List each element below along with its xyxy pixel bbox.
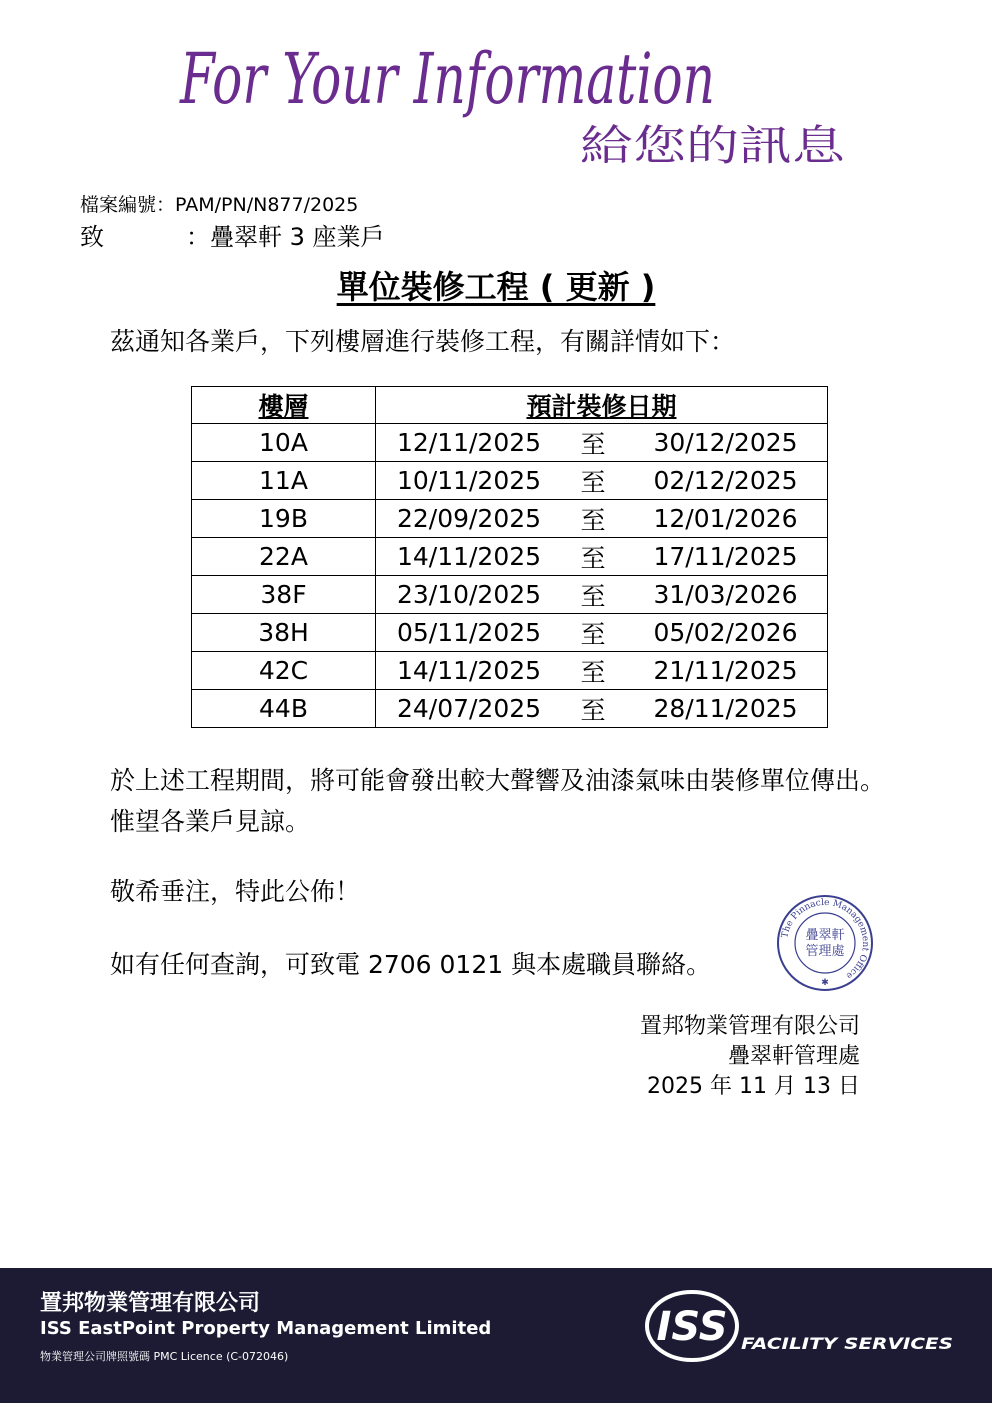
start-date: 23/10/2025	[376, 576, 563, 614]
table-row	[192, 652, 828, 690]
footer-bar	[0, 1268, 992, 1403]
seal-outer-text: The Pinnacle Management Office	[780, 897, 871, 981]
start-date: 22/09/2025	[376, 500, 563, 538]
contact-info: 如有任何查詢，可致電 2706 0121 與本處職員聯絡。	[110, 950, 712, 979]
date-separator: 至	[562, 576, 624, 614]
management-office-seal	[775, 893, 875, 993]
table-row	[192, 462, 828, 500]
floor-cell: 11A	[192, 462, 376, 500]
reference-number: 檔案編號：PAM/PN/N877/2025	[80, 194, 359, 216]
end-date: 31/03/2026	[624, 576, 828, 614]
floor-cell: 42C	[192, 652, 376, 690]
footer-company-zh: 置邦物業管理有限公司	[40, 1291, 261, 1316]
date-separator: 至	[562, 652, 624, 690]
start-date: 14/11/2025	[376, 538, 563, 576]
date-separator: 至	[562, 614, 624, 652]
end-date: 28/11/2025	[624, 690, 828, 728]
iss-logo-text: FACILITY SERVICES	[741, 1334, 953, 1353]
renovation-schedule-table	[191, 386, 828, 728]
floor-cell: 19B	[192, 500, 376, 538]
addressee	[80, 217, 385, 252]
fyi-logo-zh: 給您的訊息	[580, 121, 847, 170]
seal-star-icon: ✱	[821, 978, 829, 988]
table-row	[192, 614, 828, 652]
start-date: 14/11/2025	[376, 652, 563, 690]
end-date: 30/12/2025	[624, 424, 828, 462]
table-header-row	[192, 387, 828, 424]
table-row	[192, 690, 828, 728]
start-date: 12/11/2025	[376, 424, 563, 462]
fyi-logo-en: For Your Information	[178, 38, 716, 120]
iss-logo	[645, 1283, 955, 1363]
start-date: 24/07/2025	[376, 690, 563, 728]
signature-office: 疊翠軒管理處	[727, 1044, 860, 1069]
floor-cell: 38H	[192, 614, 376, 652]
date-separator: 至	[562, 462, 624, 500]
floor-cell: 10A	[192, 424, 376, 462]
header-dates: 預計裝修日期	[376, 387, 828, 424]
table-row	[192, 576, 828, 614]
signature-block	[640, 1012, 860, 1102]
floor-cell: 22A	[192, 538, 376, 576]
date-separator: 至	[562, 424, 624, 462]
floor-cell: 44B	[192, 690, 376, 728]
end-date: 21/11/2025	[624, 652, 828, 690]
date-separator: 至	[562, 690, 624, 728]
addressee-value: ：疊翠軒 3 座業戶	[186, 223, 385, 251]
table-row	[192, 500, 828, 538]
seal-inner-line1: 疊翠軒	[805, 928, 845, 943]
footer-company-en: ISS EastPoint Property Management Limited	[40, 1318, 492, 1339]
date-separator: 至	[562, 538, 624, 576]
table-row	[192, 424, 828, 462]
signature-company: 置邦物業管理有限公司	[639, 1014, 860, 1039]
end-date: 17/11/2025	[624, 538, 828, 576]
end-date: 12/01/2026	[624, 500, 828, 538]
table-row	[192, 538, 828, 576]
seal-inner-line2: 管理處	[805, 944, 845, 959]
end-date: 02/12/2025	[624, 462, 828, 500]
signature-date: 2025 年 11 月 13 日	[647, 1074, 860, 1099]
notice-title: 單位裝修工程 ( 更新 )	[336, 268, 656, 306]
iss-logo-mark: ISS	[656, 1304, 728, 1350]
fyi-logo	[170, 25, 860, 175]
footer-licence: 物業管理公司牌照號碼 PMC Licence (C-072046)	[40, 1350, 289, 1363]
start-date: 05/11/2025	[376, 614, 563, 652]
start-date: 10/11/2025	[376, 462, 563, 500]
intro-text: 茲通知各業戶，下列樓層進行裝修工程，有關詳情如下：	[110, 327, 736, 356]
addressee-label: 致	[80, 223, 104, 251]
end-date: 05/02/2026	[624, 614, 828, 652]
floor-cell: 38F	[192, 576, 376, 614]
body-paragraph: 於上述工程期間，將可能會發出較大聲響及油漆氣味由裝修單位傳出。惟望各業戶見諒。	[110, 766, 886, 836]
date-separator: 至	[562, 500, 624, 538]
notice-remark: 敬希垂注，特此公佈！	[110, 877, 361, 906]
header-floor: 樓層	[192, 387, 376, 424]
